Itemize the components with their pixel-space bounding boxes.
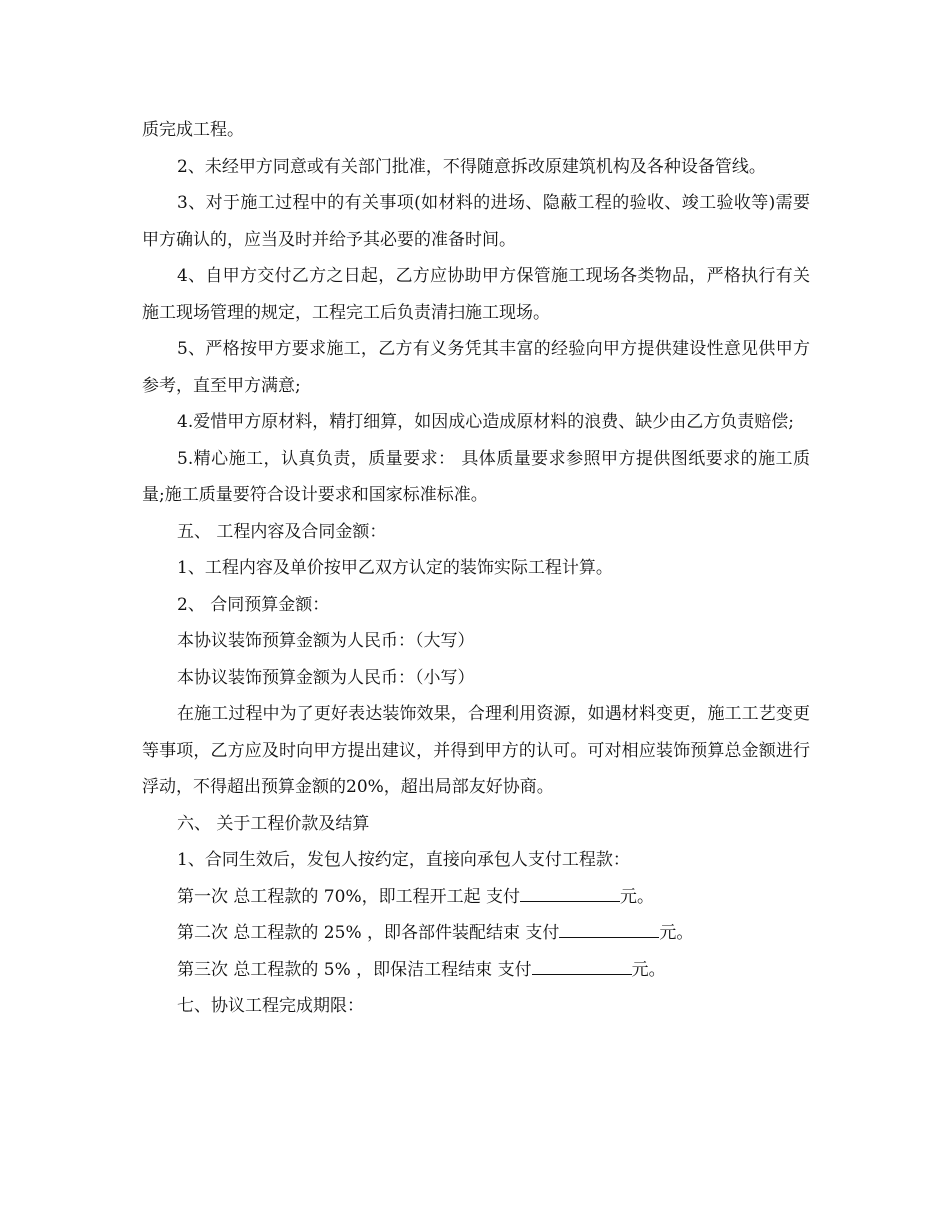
payment-unit: 元。 [659, 923, 694, 943]
document-page [142, 112, 810, 1025]
paragraph: 1、工程内容及单价按甲乙双方认定的装饰实际工程计算。 [177, 558, 613, 578]
payment-line [142, 879, 810, 916]
payment-line [142, 915, 810, 952]
paragraph: 4、自甲方交付乙方之日起，乙方应协助甲方保管施工现场各类物品，严格执行有关施工现场管理的规定，工程完工后负责清扫施工现场。 [142, 266, 810, 323]
paragraph: 1、合同生效后，发包人按约定，直接向承包人支付工程款： [177, 850, 630, 870]
section-heading: 五、 工程内容及合同金额： [177, 521, 387, 542]
paragraph: 5、严格按甲方要求施工，乙方有义务凭其丰富的经验向甲方提供建设性意见供甲方参考，直至甲方满意; [142, 339, 810, 396]
paragraph: 4.爱惜甲方原材料，精打细算，如因成心造成原材料的浪费、缺少由乙方负责赔偿; [177, 412, 794, 432]
paragraph: 2、未经甲方同意或有关部门批准，不得随意拆改原建筑机构及各种设备管线。 [177, 156, 766, 177]
section-heading: 六、 关于工程价款及结算 [177, 813, 370, 834]
paragraph: 本协议装饰预算金额为人民币：（大写） [177, 631, 475, 651]
paragraph: 质完成工程。 [142, 120, 244, 140]
paragraph: 5.精心施工，认真负责，质量要求： 具体质量要求参照甲方提供图纸要求的施工质量;施工质量要符合设计要求和国家标准标准。 [142, 448, 810, 505]
amount-blank [520, 885, 620, 902]
section-heading: 七、协议工程完成期限： [177, 996, 364, 1016]
payment-unit: 元。 [620, 886, 654, 907]
paragraph: 3、对于施工过程中的有关事项(如材料的进场、隐蔽工程的验收、竣工验收等)需要甲方确认的，应当及时并给予其必要的准备时间。 [142, 193, 810, 250]
amount-blank [532, 958, 632, 975]
amount-blank [559, 921, 659, 938]
paragraph: 在施工过程中为了更好表达装饰效果，合理利用资源，如遇材料变更，施工工艺变更等事项，乙方应及时向甲方提出建议，并得到甲方的认可。可对相应装饰预算总金额进行浮动，不得超出预算金额的20%，超出局部友好协商。 [142, 704, 810, 797]
payment-text: 第三次 总工程款的 5% ，即保洁工程结束 支付 [177, 959, 532, 980]
paragraph: 本协议装饰预算金额为人民币：（小写） [177, 667, 475, 688]
payment-unit: 元。 [631, 959, 666, 980]
paragraph: 2、 合同预算金额： [177, 594, 330, 615]
payment-text: 第一次 总工程款的 70%，即工程开工起 支付 [177, 886, 520, 907]
payment-text: 第二次 总工程款的 25% ，即各部件装配结束 支付 [177, 923, 560, 943]
payment-line [142, 952, 810, 989]
